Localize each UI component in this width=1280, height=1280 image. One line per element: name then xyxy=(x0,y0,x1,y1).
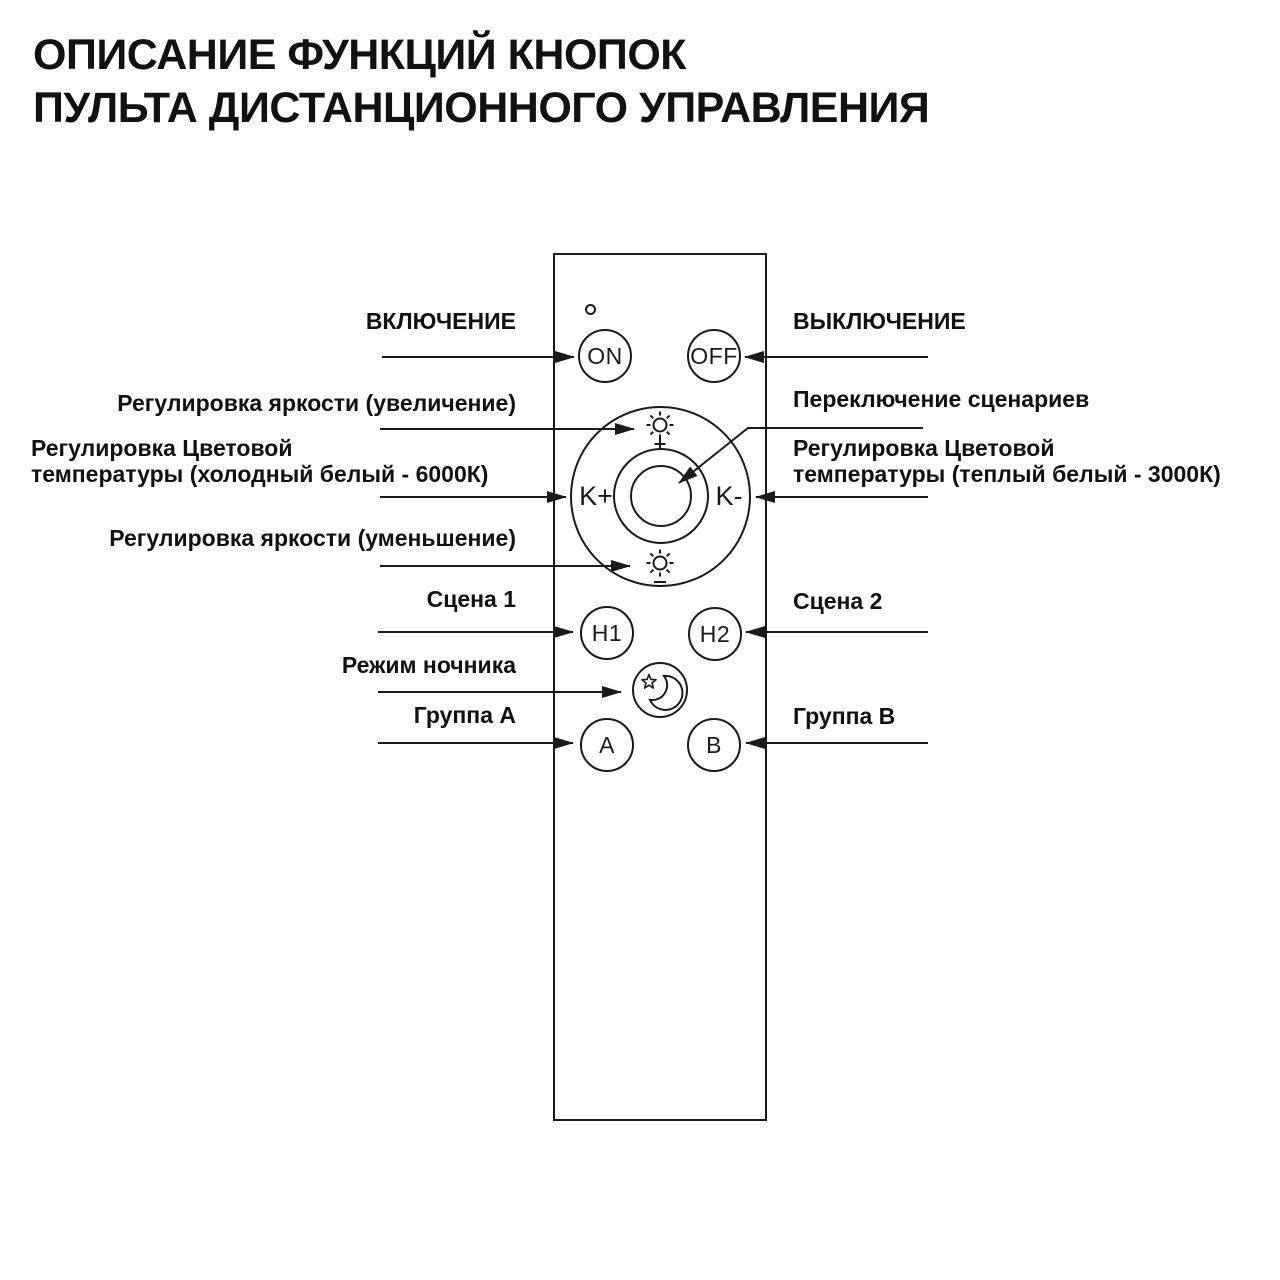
label-cct-warm xyxy=(793,435,1221,487)
group-a-button-label: A xyxy=(599,731,615,758)
label-cct-cold-line2: температуры (холодный белый - 6000К) xyxy=(31,461,489,487)
label-brightness-down: Регулировка яркости (уменьшение) xyxy=(109,525,516,551)
label-night-mode: Режим ночника xyxy=(341,652,516,678)
h2-button[interactable] xyxy=(688,607,742,661)
page-title-line1: ОПИСАНИЕ ФУНКЦИЙ КНОПОК xyxy=(33,31,687,79)
h2-button-label: H2 xyxy=(699,620,731,647)
page-title xyxy=(33,29,929,135)
label-cct-cold xyxy=(31,435,488,487)
page-title-line2: ПУЛЬТА ДИСТАНЦИОННОГО УПРАВЛЕНИЯ xyxy=(33,84,930,132)
label-group-b: Группа B xyxy=(793,703,896,729)
group-a-button[interactable] xyxy=(580,718,634,772)
label-cct-cold-line1: Регулировка Цветовой xyxy=(31,435,293,461)
label-cct-warm-line1: Регулировка Цветовой xyxy=(793,435,1055,461)
night-mode-button[interactable] xyxy=(632,662,688,718)
off-button[interactable] xyxy=(687,329,741,383)
h1-button[interactable] xyxy=(580,606,634,660)
k-plus-label[interactable]: K+ xyxy=(579,481,613,511)
group-b-button[interactable] xyxy=(687,718,741,772)
off-button-label: OFF xyxy=(690,342,738,369)
led-indicator xyxy=(585,304,596,315)
label-scene-switch: Переключение сценариев xyxy=(793,386,1090,412)
group-b-button-label: B xyxy=(706,731,722,758)
label-cct-warm-line2: температуры (теплый белый - 3000К) xyxy=(793,461,1221,487)
on-button[interactable] xyxy=(578,329,632,383)
label-group-a: Группа A xyxy=(413,702,516,728)
dial-center-button[interactable] xyxy=(630,465,692,527)
on-button-label: ON xyxy=(587,342,623,369)
label-scene-1: Сцена 1 xyxy=(426,586,516,612)
label-brightness-up: Регулировка яркости (увеличение) xyxy=(117,390,516,416)
label-scene-2: Сцена 2 xyxy=(793,588,883,614)
h1-button-label: H1 xyxy=(591,619,623,646)
label-power-off: ВЫКЛЮЧЕНИЕ xyxy=(793,308,966,334)
label-power-on: ВКЛЮЧЕНИЕ xyxy=(365,308,516,334)
k-minus-label[interactable]: K- xyxy=(715,481,743,511)
